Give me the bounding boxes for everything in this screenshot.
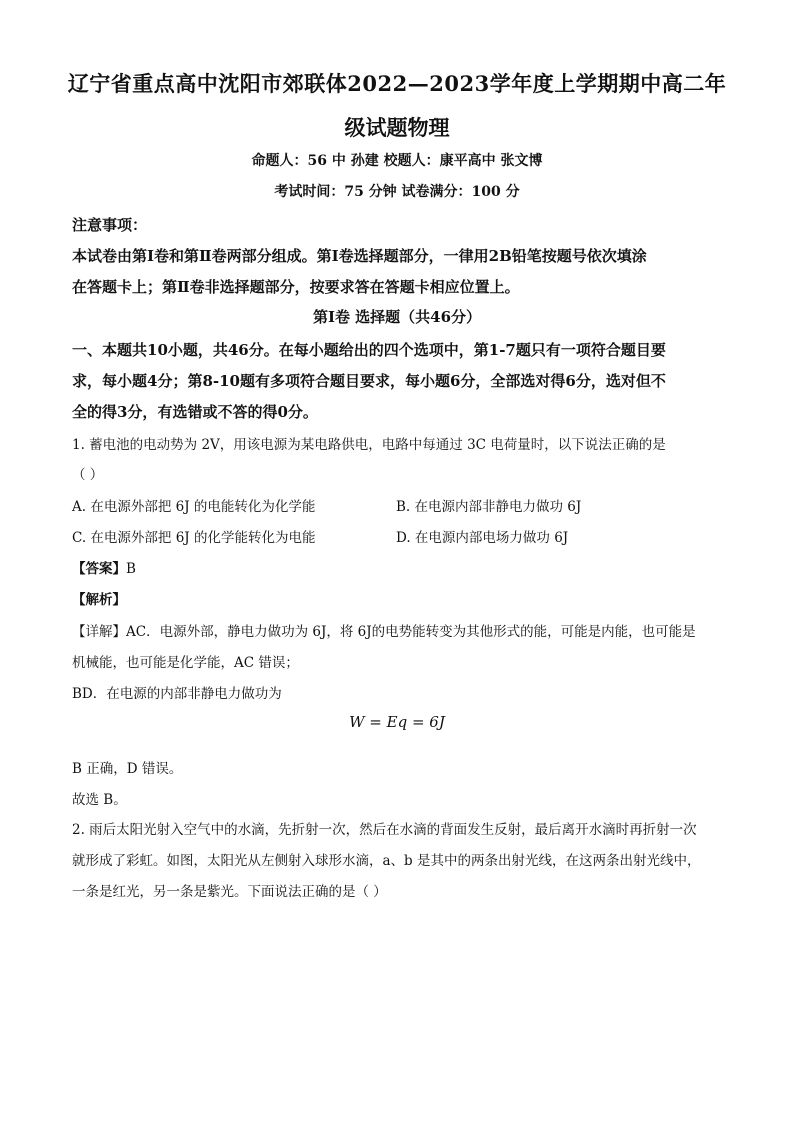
- q1-stem-line-2: （ ）: [72, 467, 104, 483]
- q1-conclusion: 故选 B。: [72, 792, 127, 808]
- q1-option-b: B. 在电源内部非静电力做功 6J: [396, 499, 582, 515]
- q1-formula: W = Eq = 6J: [349, 713, 445, 731]
- detail-tag: 【详解】: [72, 624, 126, 640]
- section1-intro-line-1: 一、本题共10小题，共46分。在每小题给出的四个选项中，第1-7题只有一项符合题目要: [72, 341, 666, 359]
- q1-detail-line-2: 机械能，也可能是化学能，AC 错误；: [72, 655, 299, 671]
- notice-line-1: 本试卷由第Ⅰ卷和第Ⅱ卷两部分组成。第Ⅰ卷选择题部分，一律用2B铅笔按题号依次填涂: [72, 247, 647, 265]
- analysis-tag: 【解析】: [72, 592, 126, 608]
- section1-intro-line-3: 全的得3分，有选错或不答的得0分。: [72, 403, 318, 421]
- exam-info: 考试时间：75 分钟 试卷满分：100 分: [274, 184, 520, 200]
- q2-stem-line-2: 就形成了彩虹。如图，太阳光从左侧射入球形水滴，a、b 是其中的两条出射光线，在这两条出射光线中，: [72, 853, 701, 869]
- section1-heading: 第Ⅰ卷 选择题（共46分）: [312, 308, 482, 326]
- exam-authors: 命题人：56 中 孙建 校题人：康平高中 张文博: [251, 153, 543, 169]
- q1-analysis-row: [72, 588, 734, 608]
- q1-stem-line-1: 1. 蓄电池的电动势为 2V，用该电源为某电路供电，电路中每通过 3C 电荷量时，以下说法正确的是: [72, 437, 666, 453]
- exam-title-line2: 级试题物理: [344, 115, 450, 140]
- q1-detail-line-1: [72, 620, 734, 640]
- section1-intro-line-2: 求，每小题4分；第8-10题有多项符合题目要求，每小题6分，全部选对得6分，选对但不: [72, 372, 666, 390]
- notice-heading: 注意事项：: [72, 216, 148, 234]
- exam-title-line1: 辽宁省重点高中沈阳市郊联体2022—2023学年度上学期期中高二年: [67, 71, 727, 96]
- q1-option-c: C. 在电源外部把 6J 的化学能转化为电能: [72, 530, 316, 546]
- q1-answer-row: [72, 557, 734, 577]
- notice-line-2: 在答题卡上；第Ⅱ卷非选择题部分，按要求答在答题卡相应位置上。: [72, 278, 520, 296]
- q1-option-d: D. 在电源内部电场力做功 6J: [396, 530, 569, 546]
- q1-option-a: A. 在电源外部把 6J 的电能转化为化学能: [72, 499, 316, 515]
- q2-stem-line-1: 2. 雨后太阳光射入空气中的水滴，先折射一次，然后在水滴的背面发生反射，最后离开水滴时再折射一次: [72, 822, 697, 838]
- q2-stem-line-3: 一条是红光，另一条是紫光。下面说法正确的是（ ）: [72, 884, 387, 900]
- q1-detail-line-3: BD．在电源的内部非静电力做功为: [72, 686, 282, 702]
- q1-detail-line-4: B 正确，D 错误。: [72, 761, 183, 777]
- answer-tag: 【答案】: [72, 561, 126, 577]
- detail-text-1: AC．电源外部，静电力做功为 6J，将 6J的电势能转变为其他形式的能，可能是内能，也可能是: [126, 624, 696, 640]
- answer-value: B: [126, 561, 136, 577]
